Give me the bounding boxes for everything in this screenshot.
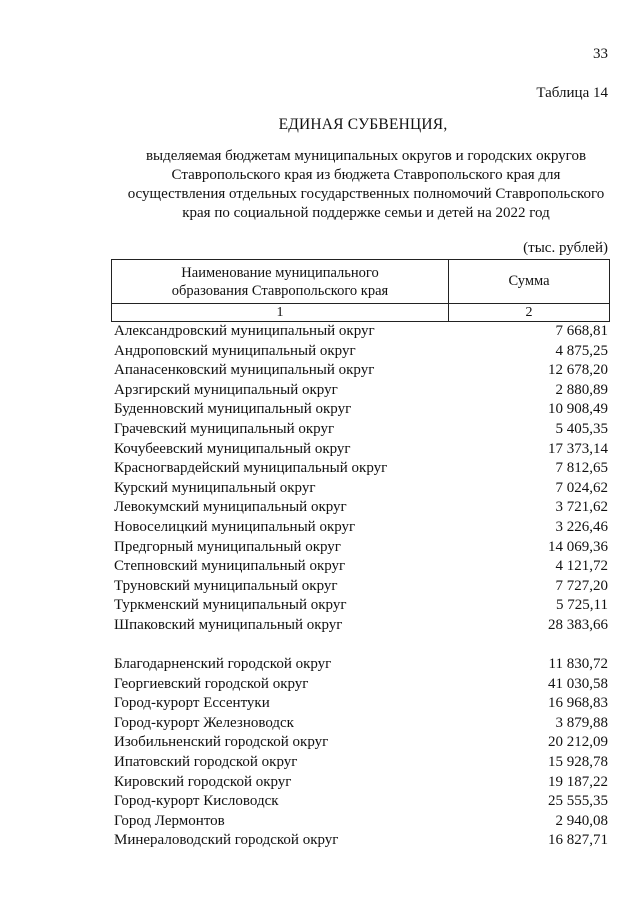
row-name: Георгиевский городской округ [114,675,309,692]
subtitle-line: выделяемая бюджетам муниципальных округов и городских округов [145,148,587,164]
row-amount: 5 405,35 [555,420,608,437]
row-name: Курский муниципальный округ [114,479,316,496]
row-name: Минераловодский городской округ [114,832,339,849]
group-separator [114,636,608,656]
row-name: Грачевский муниципальный округ [114,420,335,437]
row-amount: 14 069,36 [548,538,608,555]
row-amount: 7 668,81 [555,323,608,339]
row-amount: 2 940,08 [555,812,608,829]
subtitle-line: осуществления отдельных государственных полномочий Ставропольского [127,186,605,202]
table-row [114,694,608,714]
row-amount: 41 030,58 [548,675,608,692]
table-row [114,733,608,753]
row-name: Изобильненский городской округ [114,734,329,751]
column-header-name [112,260,449,304]
table-row [114,831,608,851]
row-name: Буденновский муниципальный округ [114,401,352,418]
table-row [114,459,608,479]
column-header-sum: Сумма [449,260,610,304]
city-okrugs-group [114,655,608,851]
table-row [114,714,608,734]
row-name: Туркменский муниципальный округ [114,597,347,614]
row-amount: 12 678,20 [548,362,608,379]
table-row [114,616,608,636]
table-row [114,812,608,832]
table-row [114,773,608,793]
row-name: Предгорный муниципальный округ [114,538,341,555]
table-row [114,381,608,401]
row-amount: 28 383,66 [548,616,608,633]
row-amount: 7 024,62 [555,479,608,496]
municipal-okrugs-group [114,322,608,636]
row-name: Город-курорт Кисловодск [114,793,279,810]
units-label: (тыс. рублей) [523,240,608,256]
table-row [114,400,608,420]
table-row [114,322,608,342]
column-header-name-line: Наименование муниципального [181,264,379,281]
row-name: Город Лермонтов [114,812,225,829]
table-row [114,479,608,499]
table-row [114,440,608,460]
row-amount: 16 968,83 [548,695,608,712]
row-amount: 16 827,71 [548,832,608,849]
row-amount: 25 555,35 [548,793,608,810]
table-row [114,655,608,675]
row-amount: 4 121,72 [555,558,608,575]
row-amount: 19 187,22 [548,773,608,790]
table-row [114,557,608,577]
row-amount: 3 226,46 [555,518,608,535]
row-name: Труновский муниципальный округ [114,577,338,594]
row-name: Шпаковский муниципальный округ [114,616,343,633]
table-row [114,420,608,440]
table-row [114,518,608,538]
row-name: Александровский муниципальный округ [114,323,375,339]
row-name: Город-курорт Ессентуки [114,695,270,712]
table-header [111,259,610,322]
row-amount: 17 373,14 [548,440,608,457]
table-row [114,753,608,773]
table-row [114,675,608,695]
column-index-1: 1 [112,304,449,322]
row-amount: 11 830,72 [548,656,608,673]
table-row [114,342,608,362]
table-body [114,322,608,851]
row-amount: 7 727,20 [555,577,608,594]
page-number: 33 [593,46,608,62]
row-amount: 20 212,09 [548,734,608,751]
row-name: Благодарненский городской округ [114,656,332,673]
row-amount: 4 875,25 [555,342,608,359]
table-label: Таблица 14 [536,85,608,101]
row-amount: 2 880,89 [555,381,608,398]
row-name: Кировский городской округ [114,773,292,790]
table-row [114,361,608,381]
table-row [114,792,608,812]
row-name: Новоселицкий муниципальный округ [114,518,356,535]
document-subtitle [108,147,624,223]
column-header-name-line: образования Ставропольского края [171,282,389,299]
row-name: Ипатовский городской округ [114,754,298,771]
column-index-2: 2 [449,304,610,322]
row-name: Арзгирский муниципальный округ [114,381,338,398]
row-name: Кочубеевский муниципальный округ [114,440,351,457]
subtitle-line: края по социальной поддержке семьи и детей на 2022 год [182,205,550,221]
row-name: Город-курорт Железноводск [114,714,294,731]
row-name: Степновский муниципальный округ [114,558,346,575]
row-amount: 15 928,78 [548,754,608,771]
row-amount: 3 721,62 [555,499,608,516]
table-row [114,538,608,558]
table-row [114,498,608,518]
row-name: Красногвардейский муниципальный округ [114,460,388,477]
row-amount: 5 725,11 [556,597,608,614]
row-amount: 7 812,65 [555,460,608,477]
row-amount: 3 879,88 [555,714,608,731]
subtitle-line: Ставропольского края из бюджета Ставропольского края для [171,167,561,183]
row-amount: 10 908,49 [548,401,608,418]
row-name: Апанасенковский муниципальный округ [114,362,375,379]
row-name: Андроповский муниципальный округ [114,342,356,359]
document-title: ЕДИНАЯ СУБВЕНЦИЯ, [278,116,448,133]
table-row [114,577,608,597]
row-name: Левокумский муниципальный округ [114,499,347,516]
table-row [114,596,608,616]
